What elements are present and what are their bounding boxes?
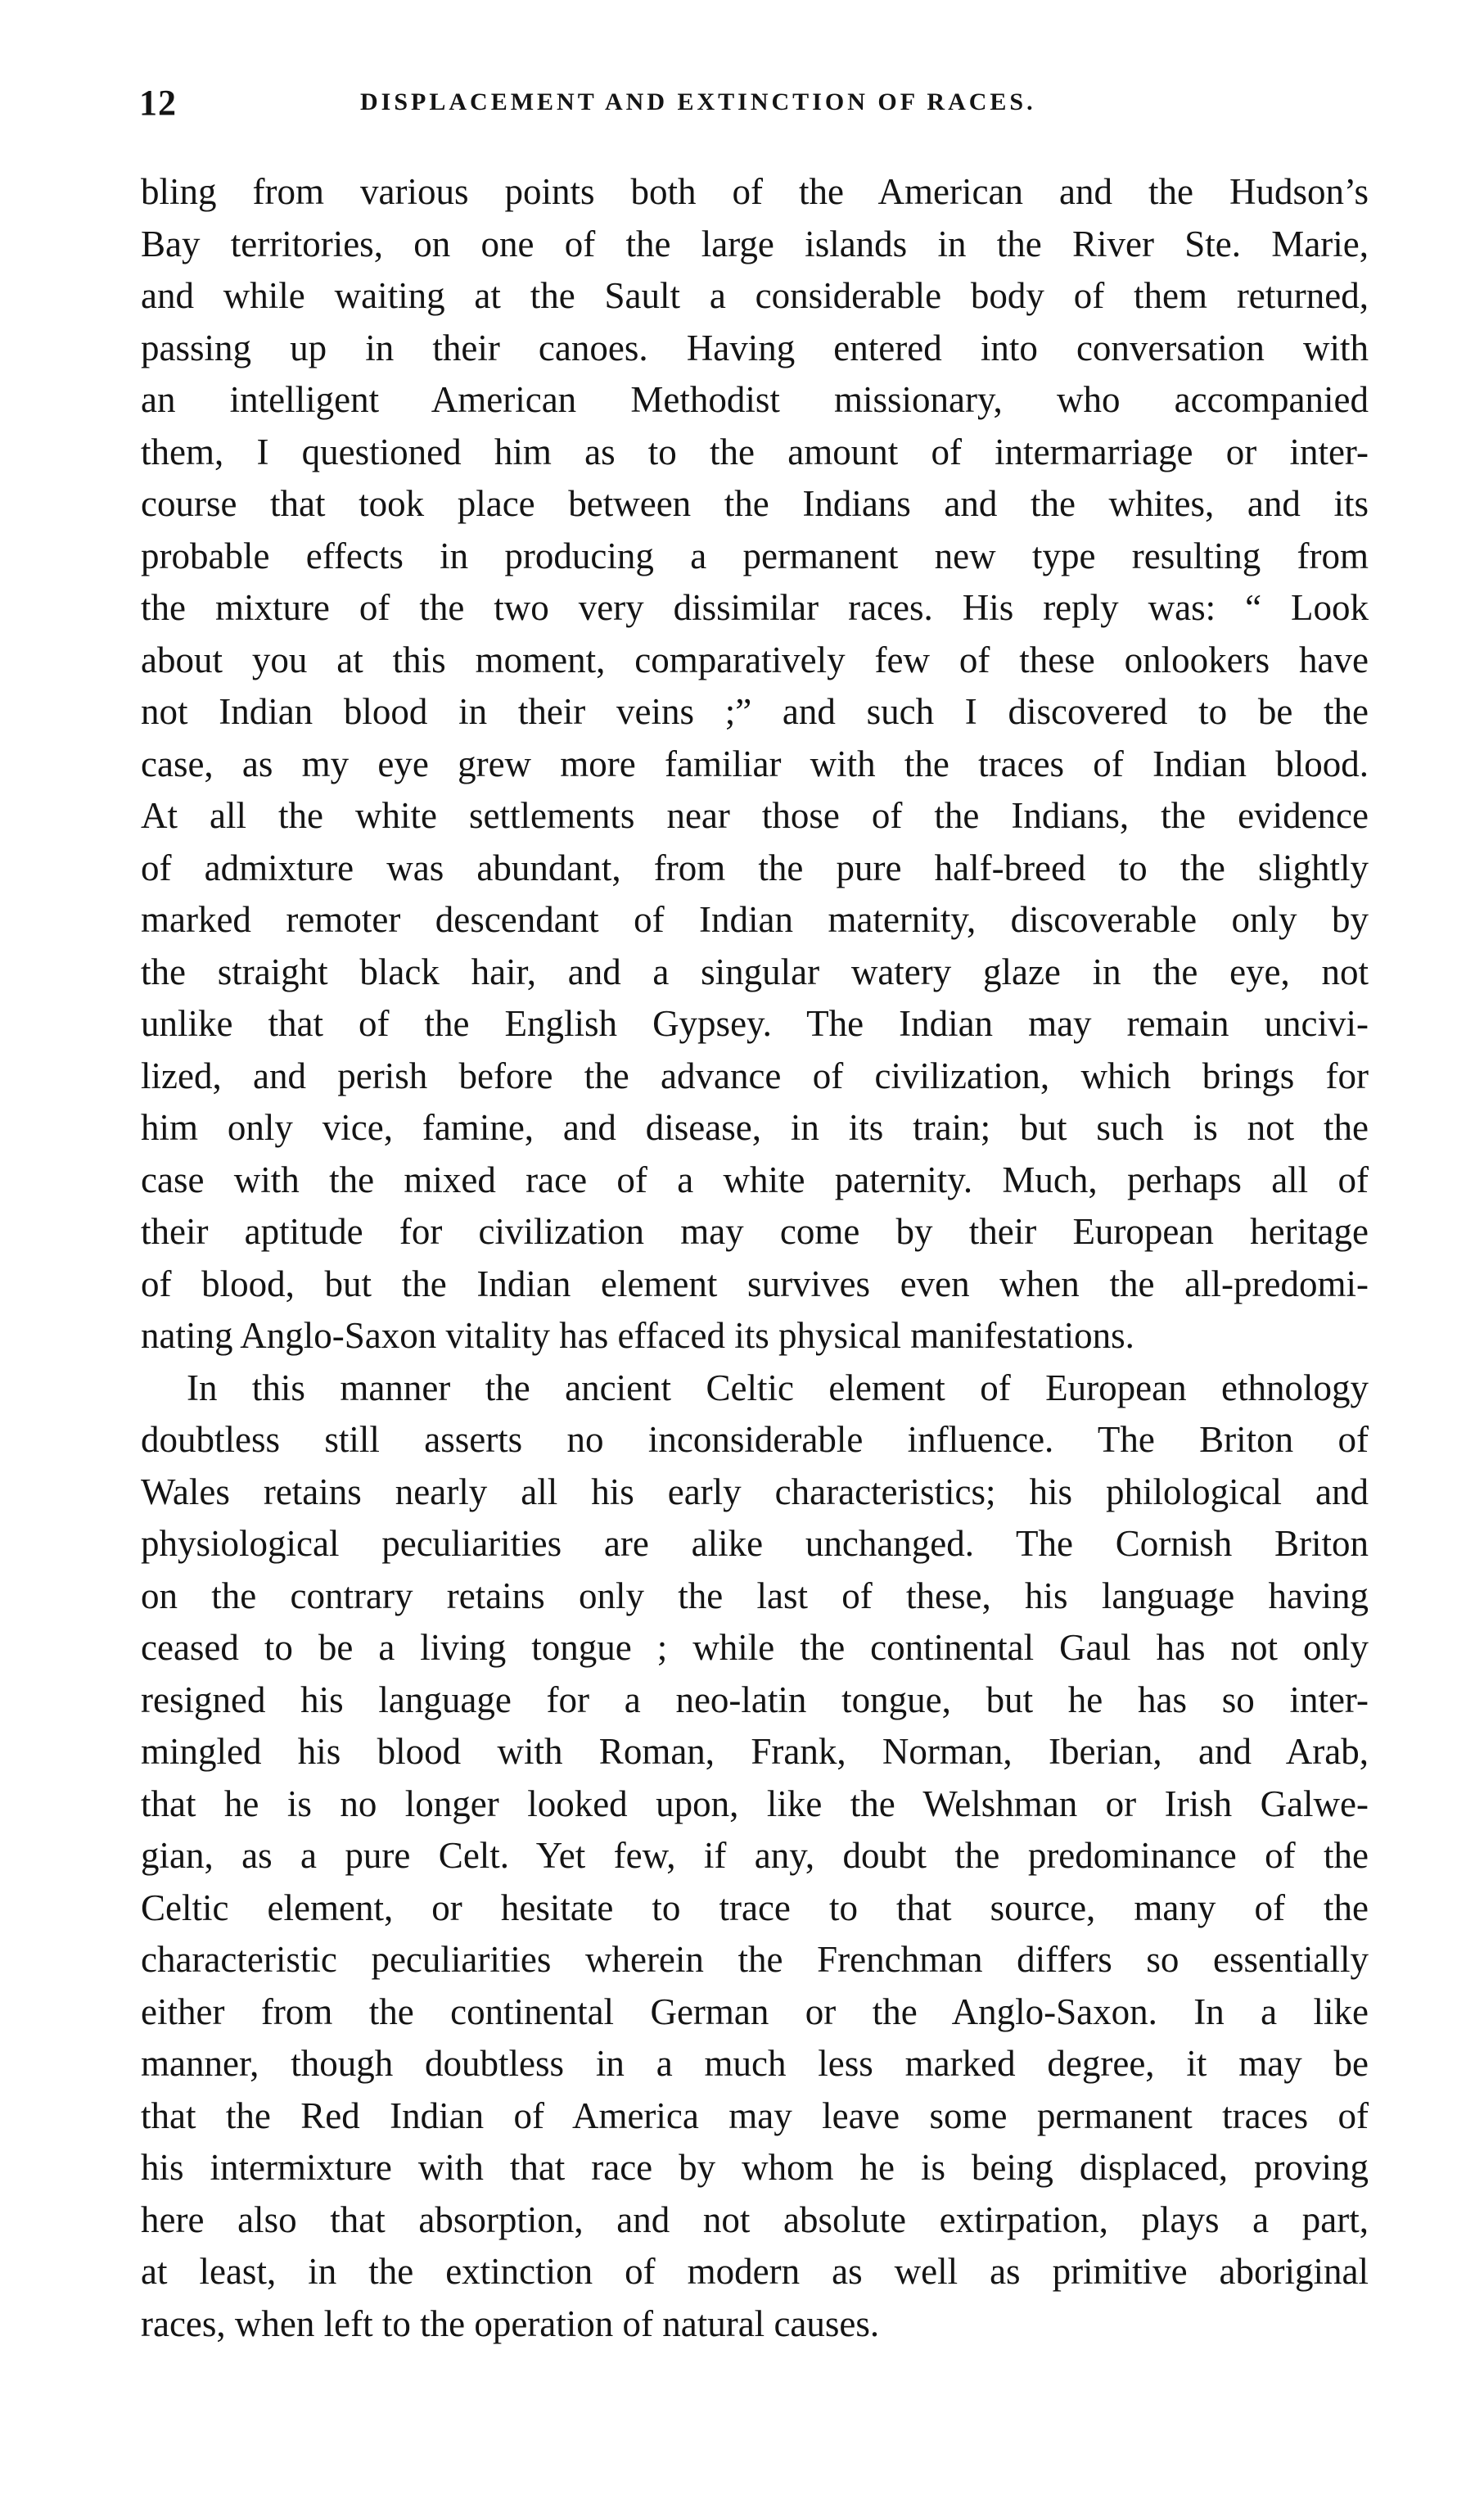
text-line: either from the continental German or the Anglo-Saxon. In a like <box>141 1991 1369 2032</box>
text-line: at least, in the extinction of modern as well as primitive aboriginal <box>141 2251 1369 2292</box>
text-line: characteristic peculiarities wherein the Frenchman differs so essentially <box>141 1939 1369 1980</box>
running-title: DISPLACEMENT AND EXTINCTION OF RACES. <box>360 88 1036 115</box>
text-line: the straight black hair, and a singular watery glaze in the eye, not <box>141 951 1369 992</box>
text-line: races, when left to the operation of natural causes. <box>141 2302 880 2344</box>
text-line: ceased to be a living tongue ; while the continental Gaul has not only <box>141 1627 1369 1668</box>
text-line: their aptitude for civilization may come by their European heritage <box>141 1211 1369 1252</box>
body-text <box>141 166 1369 2350</box>
page-header <box>139 82 1367 131</box>
text-line: marked remoter descendant of Indian maternity, discoverable only by <box>141 899 1369 940</box>
text-line: that the Red Indian of America may leave some permanent traces of <box>141 2095 1369 2136</box>
text-line: of blood, but the Indian element survives even when the all-predomi- <box>141 1263 1369 1304</box>
text-line: his intermixture with that race by whom he is being displaced, proving <box>141 2147 1369 2188</box>
text-line: an intelligent American Methodist missionary, who accompanied <box>141 379 1369 420</box>
text-line: resigned his language for a neo-latin tongue, but he has so inter- <box>141 1679 1369 1720</box>
text-line: that he is no longer looked upon, like the Welshman or Irish Galwe- <box>141 1783 1369 1824</box>
text-line: manner, though doubtless in a much less marked degree, it may be <box>141 2043 1369 2084</box>
page-number: 12 <box>139 83 177 123</box>
text-line: course that took place between the Indians and the whites, and its <box>141 483 1369 524</box>
text-line: and while waiting at the Sault a considerable body of them returned, <box>141 275 1369 316</box>
text-line: bling from various points both of the American and the Hudson’s <box>141 171 1369 212</box>
text-line: them, I questioned him as to the amount of intermarriage or inter- <box>141 431 1369 472</box>
text-line: nating Anglo-Saxon vitality has effaced its physical manifestations. <box>141 1315 1134 1356</box>
text-line: Wales retains nearly all his early characteristics; his philological and <box>141 1471 1369 1512</box>
text-line: not Indian blood in their veins ;” and such I discovered to be the <box>141 691 1369 732</box>
text-line: here also that absorption, and not absolute extirpation, plays a part, <box>141 2198 1369 2240</box>
text-line: At all the white settlements near those of the Indians, the evidence <box>141 795 1369 836</box>
text-line: case, as my eye grew more familiar with the traces of Indian blood. <box>141 743 1369 784</box>
text-line: Celtic element, or hesitate to trace to that source, many of the <box>141 1887 1369 1928</box>
text-line: physiological peculiarities are alike unchanged. The Cornish Briton <box>141 1523 1369 1564</box>
text-line: the mixture of the two very dissimilar races. His reply was: “ Look <box>141 587 1369 628</box>
text-line: probable effects in producing a permanent new type resulting from <box>141 535 1369 576</box>
text-line: about you at this moment, comparatively few of these onlookers have <box>141 639 1369 680</box>
text-line: unlike that of the English Gypsey. The Indian may remain uncivi- <box>141 1003 1369 1044</box>
text-line: him only vice, famine, and disease, in its train; but such is not the <box>141 1107 1369 1148</box>
text-line: Bay territories, on one of the large islands in the River Ste. Marie, <box>141 223 1369 264</box>
text-line: lized, and perish before the advance of civilization, which brings for <box>141 1055 1369 1096</box>
text-line: passing up in their canoes. Having entered into conversation with <box>141 327 1369 368</box>
text-line: of admixture was abundant, from the pure half-breed to the slightly <box>141 847 1369 888</box>
text-line: on the contrary retains only the last of these, his language having <box>141 1575 1369 1616</box>
text-line: doubtless still asserts no inconsiderable influence. The Briton of <box>141 1419 1369 1460</box>
text-line: case with the mixed race of a white paternity. Much, perhaps all of <box>141 1159 1369 1200</box>
text-line: gian, as a pure Celt. Yet few, if any, doubt the predominance of the <box>141 1835 1369 1876</box>
text-line: mingled his blood with Roman, Frank, Norman, Iberian, and Arab, <box>141 1731 1369 1772</box>
text-line: In this manner the ancient Celtic element of European ethnology <box>187 1367 1369 1408</box>
